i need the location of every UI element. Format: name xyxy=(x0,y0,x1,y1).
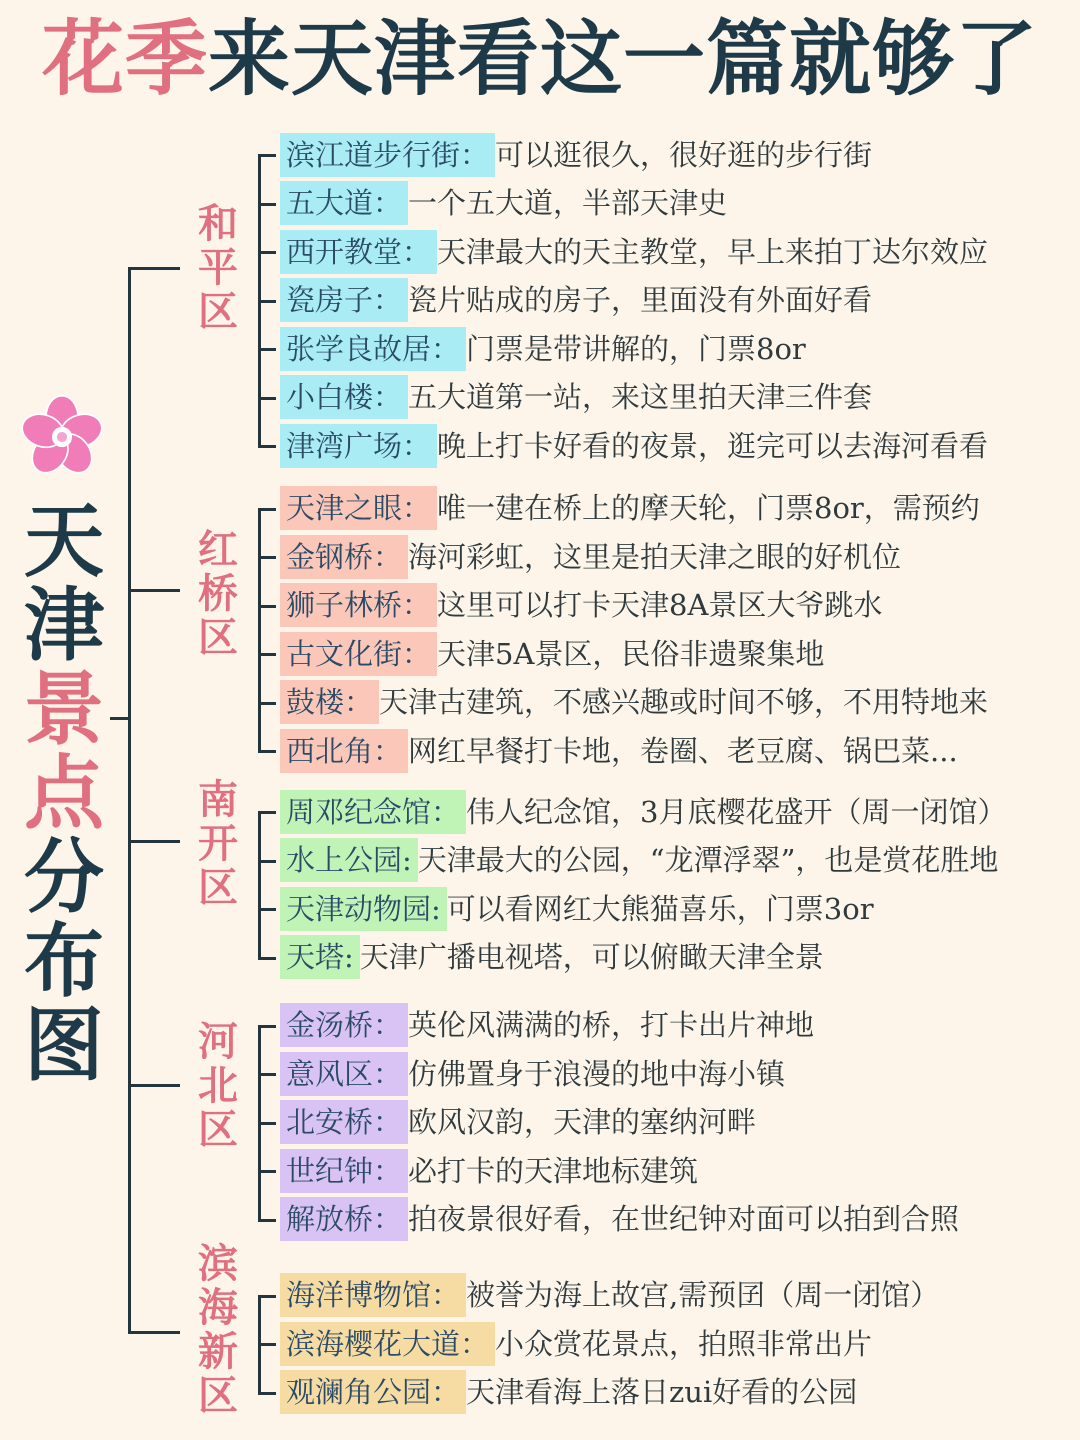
attraction-row xyxy=(280,1100,756,1144)
tick xyxy=(258,1170,276,1173)
attraction-name: 海洋博物馆： xyxy=(280,1273,466,1317)
attraction-name: 意风区： xyxy=(280,1052,408,1096)
attraction-desc: 这里可以打卡天津8A景区大爷跳水 xyxy=(437,588,883,622)
attraction-desc: 网红早餐打卡地，卷圈、老豆腐、锅巴菜... xyxy=(408,734,958,768)
attraction-row xyxy=(280,230,988,274)
branch-hongqiao xyxy=(128,589,180,592)
tick xyxy=(258,1122,276,1125)
attraction-row xyxy=(280,1370,857,1414)
attraction-name: 小白楼： xyxy=(280,375,408,419)
attraction-desc: 海河彩虹，这里是拍天津之眼的好机位 xyxy=(408,540,902,574)
title-rest: 来天津看这一篇就够了 xyxy=(208,12,1039,107)
tick xyxy=(258,251,276,254)
attraction-row xyxy=(280,935,824,979)
attraction-desc: 仿佛置身于浪漫的地中海小镇 xyxy=(408,1057,786,1091)
attraction-row xyxy=(280,632,824,676)
tick xyxy=(258,605,276,608)
attraction-name: 张学良故居： xyxy=(280,327,466,371)
tick xyxy=(258,154,276,157)
main-tree-trunk xyxy=(128,268,131,1334)
tick xyxy=(258,1392,276,1395)
attraction-desc: 必打卡的天津地标建筑 xyxy=(408,1154,699,1188)
tick xyxy=(258,653,276,656)
district-label-hebei: 河 北 区 xyxy=(198,1019,238,1153)
attraction-row xyxy=(280,790,1006,834)
tick xyxy=(258,508,276,511)
attraction-name: 津湾广场： xyxy=(280,424,437,468)
attraction-desc: 天津最大的公园，“龙潭浮翠”，也是赏花胜地 xyxy=(417,843,999,877)
attraction-desc: 被誉为海上故宫,需预囝（周一闭馆） xyxy=(466,1278,940,1312)
bracket-nankai xyxy=(258,811,261,958)
attraction-name: 五大道： xyxy=(280,181,408,225)
attraction-name: 金汤桥： xyxy=(280,1003,408,1047)
district-label-hongqiao: 红 桥 区 xyxy=(198,527,238,661)
attraction-row xyxy=(280,680,988,724)
tick xyxy=(258,203,276,206)
attraction-desc: 天津广播电视塔，可以俯瞰天津全景 xyxy=(359,940,824,974)
attraction-row xyxy=(280,583,882,627)
side-title-part2: 景 点 xyxy=(24,663,104,840)
attraction-row xyxy=(280,1052,785,1096)
attraction-name: 古文化街： xyxy=(280,632,437,676)
side-title-part3: 分 布 图 xyxy=(24,831,104,1092)
page-title xyxy=(0,10,1080,110)
tick xyxy=(258,750,276,753)
attraction-desc: 小众赏花景点，拍照非常出片 xyxy=(495,1327,873,1361)
attraction-name: 观澜角公园： xyxy=(280,1370,466,1414)
attraction-row xyxy=(280,1003,814,1047)
tick xyxy=(258,957,276,960)
tick xyxy=(258,702,276,705)
attraction-desc: 晚上打卡好看的夜景，逛完可以去海河看看 xyxy=(437,429,989,463)
attraction-row xyxy=(280,838,998,882)
attraction-name: 西开教堂： xyxy=(280,230,437,274)
attraction-name: 水上公园: xyxy=(280,838,418,882)
attraction-desc: 门票是带讲解的，门票8or xyxy=(466,332,806,366)
attraction-row xyxy=(280,535,901,579)
tick xyxy=(258,1343,276,1346)
title-highlight: 花季 xyxy=(41,12,208,107)
attraction-row xyxy=(280,486,980,530)
tick xyxy=(258,811,276,814)
attraction-desc: 一个五大道，半部天津史 xyxy=(408,186,728,220)
attraction-name: 鼓楼： xyxy=(280,680,379,724)
attraction-desc: 伟人纪念馆，3月底樱花盛开（周一闭馆） xyxy=(466,795,1007,829)
attraction-name: 瓷房子： xyxy=(280,278,408,322)
tick xyxy=(258,1073,276,1076)
tick xyxy=(258,556,276,559)
bracket-hongqiao xyxy=(258,508,261,752)
attraction-name: 金钢桥： xyxy=(280,535,408,579)
attraction-desc: 可以逛很久，很好逛的步行街 xyxy=(495,138,873,172)
tick xyxy=(258,1219,276,1222)
attraction-name: 天塔: xyxy=(280,935,360,979)
attraction-row xyxy=(280,181,727,225)
attraction-desc: 欧风汉韵，天津的塞纳河畔 xyxy=(408,1105,757,1139)
cherry-blossom-icon xyxy=(20,395,104,479)
tick xyxy=(258,300,276,303)
side-title xyxy=(20,495,108,1092)
attraction-desc: 拍夜景很好看，在世纪钟对面可以拍到合照 xyxy=(408,1202,960,1236)
district-label-nankai: 南 开 区 xyxy=(198,777,238,911)
attraction-row xyxy=(280,424,988,468)
attraction-desc: 唯一建在桥上的摩天轮，门票8or，需预约 xyxy=(437,491,980,525)
attraction-row xyxy=(280,375,872,419)
tick xyxy=(258,348,276,351)
attraction-desc: 天津5A景区，民俗非遗聚集地 xyxy=(437,637,825,671)
tick xyxy=(258,908,276,911)
attraction-name: 解放桥： xyxy=(280,1197,408,1241)
tick xyxy=(258,445,276,448)
attraction-name: 周邓纪念馆： xyxy=(280,790,466,834)
attraction-row xyxy=(280,887,874,931)
attraction-row xyxy=(280,1273,939,1317)
attraction-row xyxy=(280,133,872,177)
attraction-row xyxy=(280,729,958,773)
tick xyxy=(258,397,276,400)
attraction-row xyxy=(280,327,806,371)
attraction-desc: 天津古建筑，不感兴趣或时间不够，不用特地来 xyxy=(379,685,989,719)
attraction-name: 天津之眼： xyxy=(280,486,437,530)
tick xyxy=(258,860,276,863)
attraction-name: 北安桥： xyxy=(280,1100,408,1144)
district-label-binhai: 滨 海 新 区 xyxy=(198,1241,238,1419)
attraction-name: 狮子林桥： xyxy=(280,583,437,627)
attraction-name: 西北角： xyxy=(280,729,408,773)
attraction-row xyxy=(280,1149,698,1193)
tick xyxy=(258,1025,276,1028)
attraction-row xyxy=(280,1322,872,1366)
attraction-name: 滨江道步行街： xyxy=(280,133,495,177)
attraction-desc: 可以看网红大熊猫喜乐，门票3or xyxy=(446,892,874,926)
attraction-desc: 天津最大的天主教堂，早上来拍丁达尔效应 xyxy=(437,235,989,269)
branch-heping xyxy=(128,267,180,270)
branch-hebei xyxy=(128,1084,180,1087)
attraction-name: 天津动物园: xyxy=(280,887,447,931)
attraction-desc: 英伦风满满的桥，打卡出片神地 xyxy=(408,1008,815,1042)
main-tree-stub xyxy=(110,717,130,720)
district-label-heping: 和 平 区 xyxy=(198,201,238,335)
attraction-desc: 瓷片贴成的房子，里面没有外面好看 xyxy=(408,283,873,317)
attraction-name: 滨海樱花大道： xyxy=(280,1322,495,1366)
tick xyxy=(258,1295,276,1298)
branch-nankai xyxy=(128,840,180,843)
branch-binhai xyxy=(128,1331,180,1334)
attraction-name: 世纪钟： xyxy=(280,1149,408,1193)
attraction-row xyxy=(280,1197,959,1241)
attraction-desc: 天津看海上落日zui好看的公园 xyxy=(466,1375,858,1409)
side-title-part1: 天 津 xyxy=(24,495,104,672)
attraction-desc: 五大道第一站，来这里拍天津三件套 xyxy=(408,380,873,414)
attraction-row xyxy=(280,278,872,322)
